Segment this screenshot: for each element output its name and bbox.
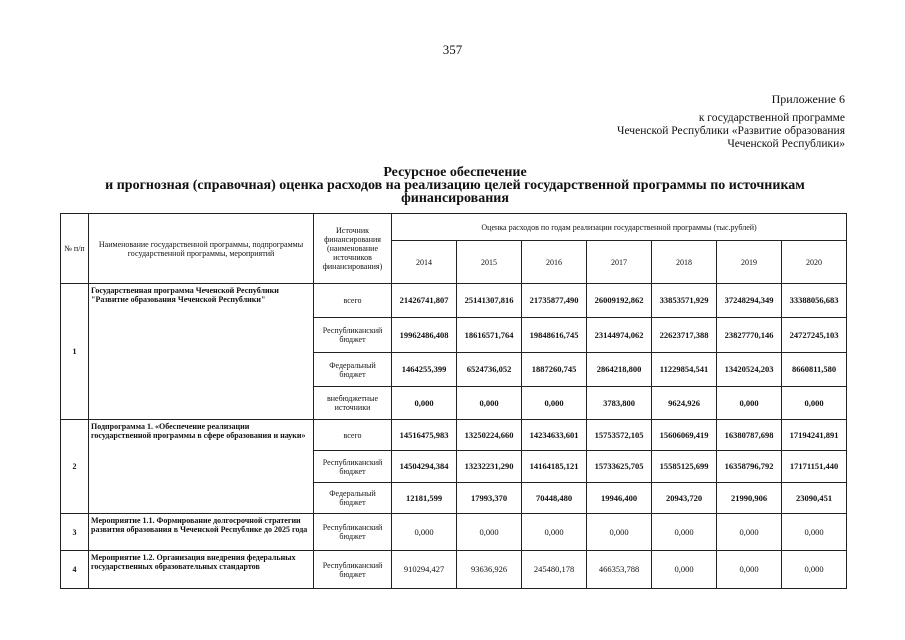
value-cell: 17171151,440 <box>782 451 847 483</box>
title-line-1: Ресурсное обеспечение <box>383 165 527 180</box>
value-cell: 21735877,490 <box>522 284 587 318</box>
header-year: 2018 <box>652 241 717 284</box>
value-cell: 2864218,800 <box>587 353 652 387</box>
header-year: 2016 <box>522 241 587 284</box>
value-cell: 0,000 <box>652 551 717 589</box>
value-cell: 0,000 <box>522 514 587 551</box>
value-cell: 19946,400 <box>587 483 652 514</box>
value-cell: 21990,906 <box>717 483 782 514</box>
value-cell: 33388056,683 <box>782 284 847 318</box>
program-name: Мероприятие 1.2. Организация внедрения федеральных государственных образовательных стандартов <box>89 551 314 589</box>
table-row <box>61 284 847 318</box>
value-cell: 8660811,580 <box>782 353 847 387</box>
value-cell: 3783,800 <box>587 387 652 420</box>
value-cell: 910294,427 <box>392 551 457 589</box>
appendix-line-2: Чеченской Республики «Развитие образования <box>617 125 845 137</box>
value-cell: 11229854,541 <box>652 353 717 387</box>
table-row <box>61 514 847 551</box>
value-cell: 20943,720 <box>652 483 717 514</box>
value-cell: 0,000 <box>457 514 522 551</box>
value-cell: 14234633,601 <box>522 420 587 451</box>
funding-source: внебюджетные источники <box>314 387 392 420</box>
row-number: 3 <box>61 514 89 551</box>
program-name: Государственная программа Чеченской Республики "Развитие образования Чеченской Республики" <box>89 284 314 420</box>
value-cell: 15733625,705 <box>587 451 652 483</box>
value-cell: 37248294,349 <box>717 284 782 318</box>
value-cell: 23090,451 <box>782 483 847 514</box>
value-cell: 245480,178 <box>522 551 587 589</box>
value-cell: 15753572,105 <box>587 420 652 451</box>
value-cell: 26009192,862 <box>587 284 652 318</box>
appendix-line-1: к государственной программе <box>698 112 845 124</box>
value-cell: 19848616,745 <box>522 318 587 353</box>
document-title <box>60 166 850 205</box>
value-cell: 17194241,891 <box>782 420 847 451</box>
value-cell: 1464255,399 <box>392 353 457 387</box>
value-cell: 19962486,408 <box>392 318 457 353</box>
funding-source: Федеральный бюджет <box>314 483 392 514</box>
header-estimate: Оценка расходов по годам реализации государственной программы (тыс.рублей) <box>392 214 847 241</box>
row-number: 2 <box>61 420 89 514</box>
value-cell: 25141307,816 <box>457 284 522 318</box>
value-cell: 22623717,388 <box>652 318 717 353</box>
value-cell: 93636,926 <box>457 551 522 589</box>
value-cell: 0,000 <box>652 514 717 551</box>
appendix-title: Приложение 6 <box>771 92 845 106</box>
value-cell: 14164185,121 <box>522 451 587 483</box>
value-cell: 466353,788 <box>587 551 652 589</box>
value-cell: 0,000 <box>392 514 457 551</box>
value-cell: 24727245,103 <box>782 318 847 353</box>
title-line-3: финансирования <box>401 191 509 206</box>
resource-table <box>60 213 847 589</box>
value-cell: 16358796,792 <box>717 451 782 483</box>
table-row <box>61 551 847 589</box>
value-cell: 15585125,699 <box>652 451 717 483</box>
value-cell: 0,000 <box>457 387 522 420</box>
value-cell: 14516475,983 <box>392 420 457 451</box>
appendix-subtitle <box>617 112 845 151</box>
title-line-2: и прогнозная (справочная) оценка расходов на реализацию целей государственной программы по источникам <box>105 178 805 193</box>
program-name: Подпрограмма 1. «Обеспечение реализации государственной программы в сфере образования и науки» <box>89 420 314 514</box>
header-year: 2017 <box>587 241 652 284</box>
header-source: Источник финансирования (наименование источников финансирования) <box>314 214 392 284</box>
value-cell: 33853571,929 <box>652 284 717 318</box>
value-cell: 13420524,203 <box>717 353 782 387</box>
row-number: 1 <box>61 284 89 420</box>
value-cell: 12181,599 <box>392 483 457 514</box>
value-cell: 17993,370 <box>457 483 522 514</box>
funding-source: Республиканский бюджет <box>314 551 392 589</box>
value-cell: 0,000 <box>717 551 782 589</box>
value-cell: 18616571,764 <box>457 318 522 353</box>
value-cell: 6524736,052 <box>457 353 522 387</box>
value-cell: 0,000 <box>522 387 587 420</box>
funding-source: Республиканский бюджет <box>314 318 392 353</box>
value-cell: 23144974,062 <box>587 318 652 353</box>
value-cell: 13250224,660 <box>457 420 522 451</box>
value-cell: 0,000 <box>782 387 847 420</box>
value-cell: 70448,480 <box>522 483 587 514</box>
header-num: № п/п <box>61 214 89 284</box>
header-year: 2019 <box>717 241 782 284</box>
value-cell: 0,000 <box>717 387 782 420</box>
value-cell: 0,000 <box>782 551 847 589</box>
appendix-line-3: Чеченской Республики» <box>727 138 845 150</box>
page-number: 357 <box>442 42 463 57</box>
row-number: 4 <box>61 551 89 589</box>
funding-source: Федеральный бюджет <box>314 353 392 387</box>
program-name: Мероприятие 1.1. Формирование долгосрочной стратегии развития образования в Чеченской Республике до 2025 года <box>89 514 314 551</box>
header-year: 2015 <box>457 241 522 284</box>
funding-source: всего <box>314 420 392 451</box>
value-cell: 1887260,745 <box>522 353 587 387</box>
table-row <box>61 420 847 451</box>
funding-source: Республиканский бюджет <box>314 514 392 551</box>
funding-source: всего <box>314 284 392 318</box>
value-cell: 9624,926 <box>652 387 717 420</box>
funding-source: Республиканский бюджет <box>314 451 392 483</box>
value-cell: 23827770,146 <box>717 318 782 353</box>
value-cell: 21426741,807 <box>392 284 457 318</box>
value-cell: 0,000 <box>717 514 782 551</box>
value-cell: 0,000 <box>392 387 457 420</box>
value-cell: 0,000 <box>587 514 652 551</box>
value-cell: 14504294,384 <box>392 451 457 483</box>
value-cell: 15606069,419 <box>652 420 717 451</box>
value-cell: 0,000 <box>782 514 847 551</box>
header-year: 2020 <box>782 241 847 284</box>
header-name: Наименование государственной программы, подпрограммы государственной программы, мероприятий <box>89 214 314 284</box>
value-cell: 16380787,698 <box>717 420 782 451</box>
header-year: 2014 <box>392 241 457 284</box>
value-cell: 13232231,290 <box>457 451 522 483</box>
